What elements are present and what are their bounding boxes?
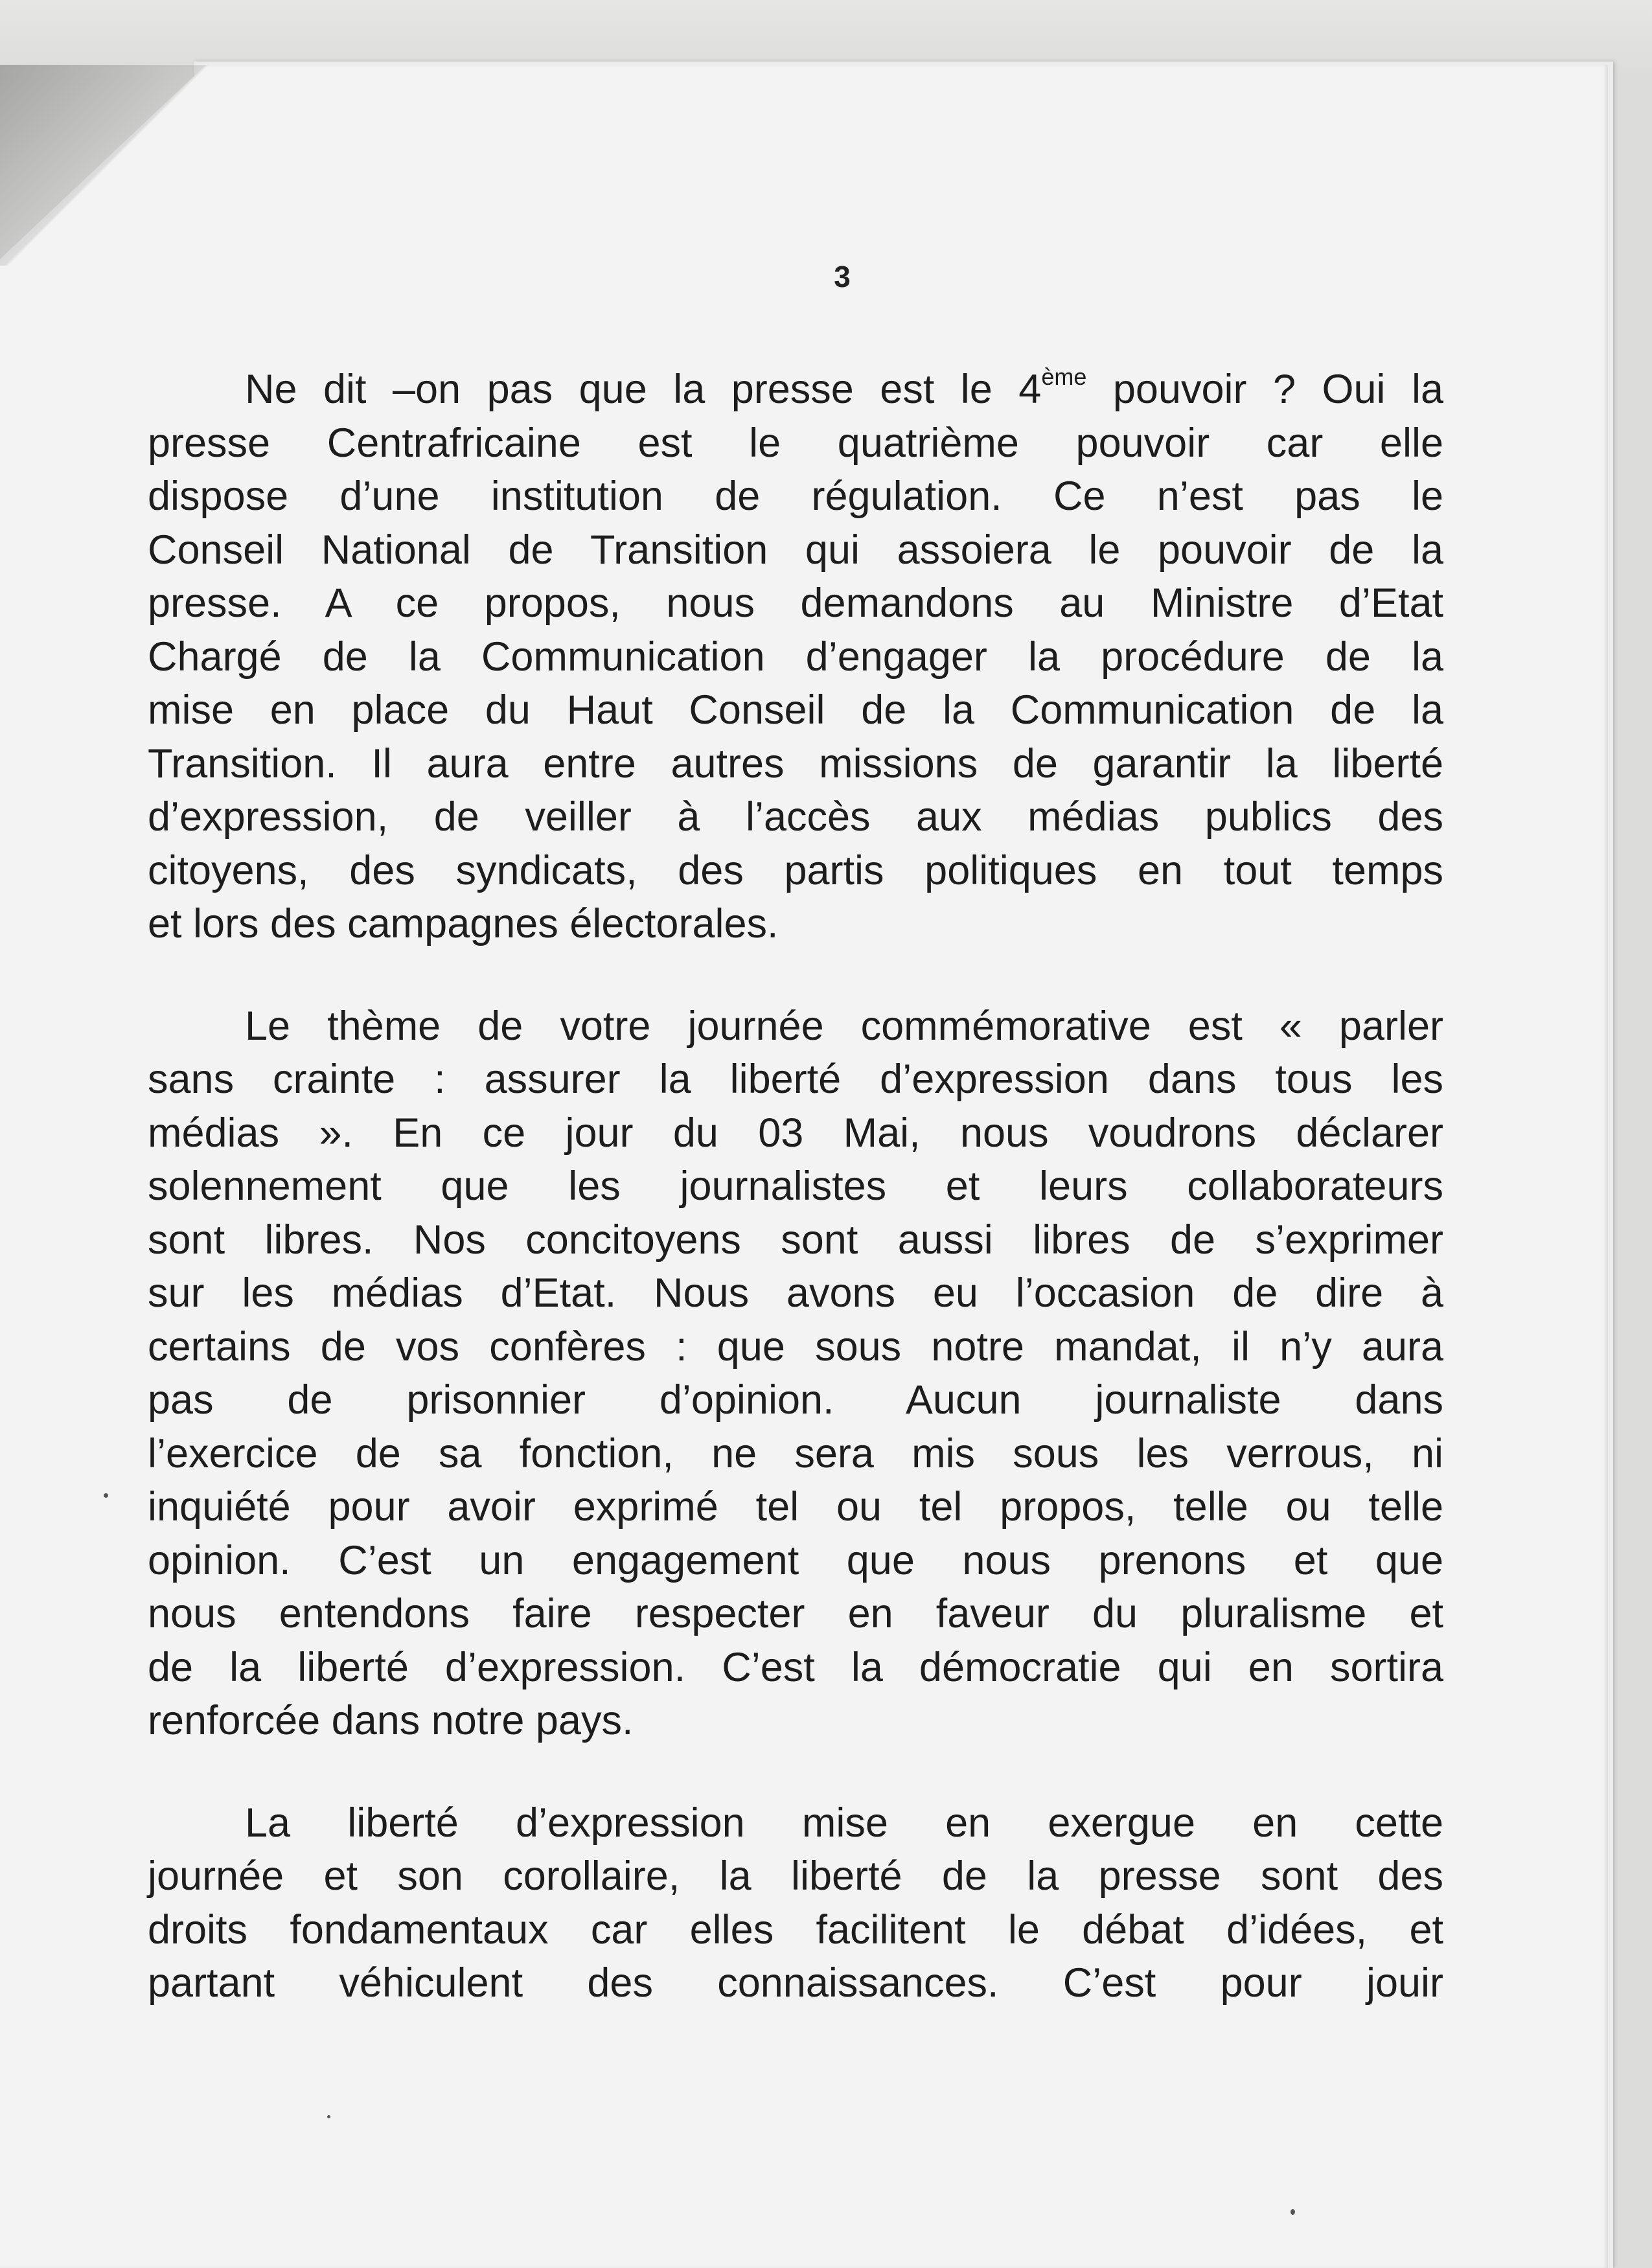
text-line: mise en place du Haut Conseil de la Communication de la	[148, 687, 1443, 733]
text-line: La liberté d’expression mise en exergue en cette	[245, 1800, 1443, 1846]
text-line: sont libres. Nos concitoyens sont aussi libres de s’exprimer	[148, 1217, 1443, 1263]
text-line: Le thème de votre journée commémorative est « parler	[245, 1003, 1443, 1049]
dust-speck	[327, 2115, 330, 2118]
text-line: renforcée dans notre pays.	[148, 1698, 634, 1743]
paragraph-2	[148, 1000, 1443, 1748]
text-line: inquiété pour avoir exprimé tel ou tel propos, telle ou telle	[148, 1484, 1443, 1529]
text-line: sans crainte : assurer la liberté d’expression dans tous les	[148, 1057, 1443, 1102]
text-line: d’expression, de veiller à l’accès aux médias publics des	[148, 794, 1443, 840]
paragraph-1	[148, 363, 1443, 951]
text-line: opinion. C’est un engagement que nous prenons et que	[148, 1537, 1443, 1583]
text-line: de la liberté d’expression. C’est la démocratie qui en sortira	[148, 1644, 1443, 1690]
text-line: médias ». En ce jour du 03 Mai, nous voudrons déclarer	[148, 1110, 1443, 1156]
text-line: nous entendons faire respecter en faveur du pluralisme et	[148, 1591, 1443, 1636]
text-line: Chargé de la Communication d’engager la procédure de la	[148, 634, 1443, 680]
text-line: certains de vos confères : que sous notre mandat, il n’y aura	[148, 1323, 1443, 1369]
text-line: sur les médias d’Etat. Nous avons eu l’occasion de dire à	[148, 1270, 1443, 1316]
text-line: droits fondamentaux car elles facilitent le débat d’idées, et	[148, 1907, 1443, 1953]
folded-corner	[0, 65, 214, 266]
dust-speck	[104, 1493, 108, 1498]
text-line: solennement que les journalistes et leurs collaborateurs	[148, 1163, 1443, 1209]
text-line: Transition. Il aura entre autres missions de garantir la liberté	[148, 740, 1443, 786]
paragraph-3	[148, 1796, 1443, 2010]
text-line: et lors des campagnes électorales.	[148, 901, 779, 946]
text-line: presse. A ce propos, nous demandons au Ministre d’Etat	[148, 580, 1443, 626]
page-number: 3	[834, 260, 851, 293]
text-line: partant véhiculent des connaissances. C’est pour jouir	[148, 1960, 1443, 2006]
text-line: Ne dit –on pas que la presse est le 4ème pouvoir ? Oui la	[245, 363, 1443, 412]
document-body	[148, 363, 1443, 2010]
text-line: l’exercice de sa fonction, ne sera mis sous les verrous, ni	[148, 1430, 1443, 1476]
dust-speck	[1291, 2209, 1295, 2215]
text-line: Conseil National de Transition qui assoiera le pouvoir de la	[148, 527, 1443, 573]
text-line: dispose d’une institution de régulation. Ce n’est pas le	[148, 474, 1443, 519]
text-line: citoyens, des syndicats, des partis politiques en tout temps	[148, 847, 1443, 893]
text-line: presse Centrafricaine est le quatrième pouvoir car elle	[148, 420, 1443, 466]
text-line: pas de prisonnier d’opinion. Aucun journaliste dans	[148, 1377, 1443, 1423]
text-line: journée et son corollaire, la liberté de la presse sont des	[148, 1853, 1443, 1899]
